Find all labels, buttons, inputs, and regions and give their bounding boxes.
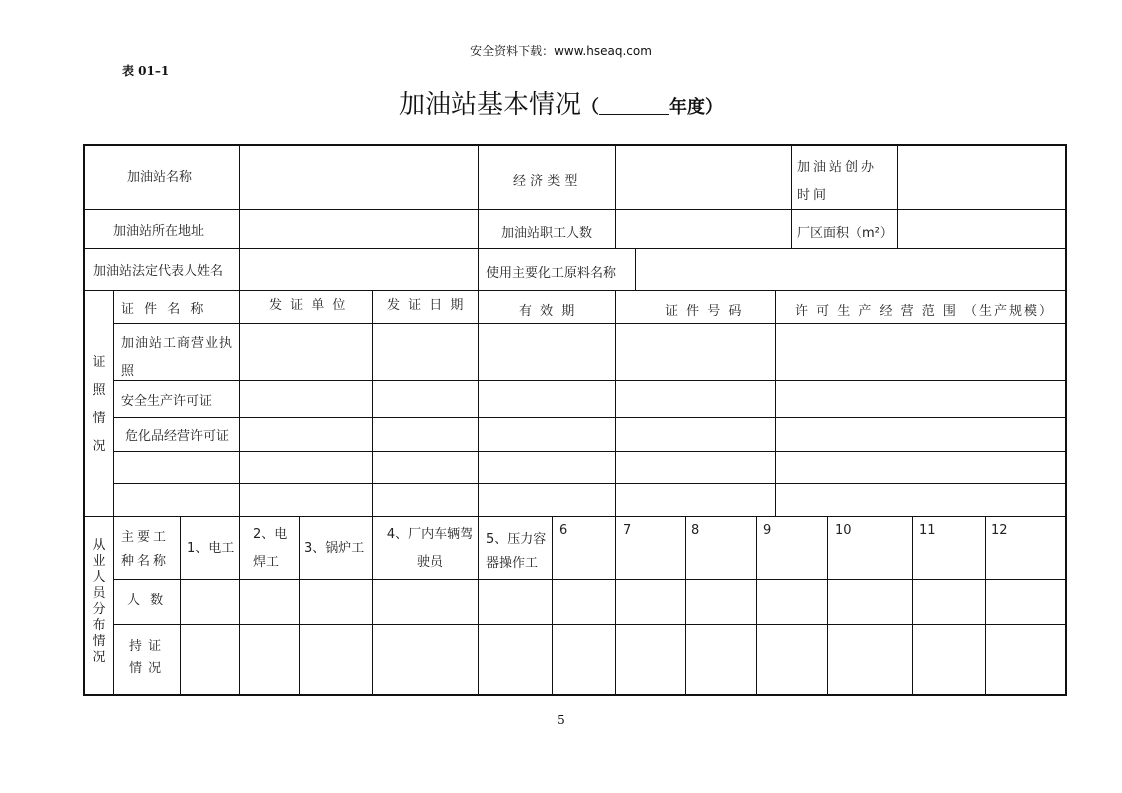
- col-line: [478, 290, 479, 516]
- col-line: [635, 248, 636, 290]
- staff-type-7: 7: [623, 523, 632, 538]
- staff-type-6: 6: [559, 523, 568, 538]
- station-name-label: 加油站名称: [127, 170, 193, 185]
- col-line: [897, 146, 898, 248]
- site-area-label: 厂区面积（m²）: [797, 226, 893, 241]
- page-title: [0, 84, 1122, 121]
- cert-row-business-license: 加油站工商营业执照: [121, 336, 234, 379]
- title-main: 加油站基本情况: [398, 90, 581, 120]
- col-line: [615, 516, 616, 696]
- row-line: [113, 417, 1065, 418]
- staff-type-3: 3、锅炉工: [304, 541, 365, 556]
- staff-count-row-label: 人 数: [127, 593, 167, 608]
- col-line: [478, 516, 479, 696]
- col-line: [827, 516, 828, 696]
- year-blank[interactable]: [599, 94, 669, 115]
- cert-section-label: 证照情况: [92, 355, 106, 454]
- row-line: [85, 290, 1065, 291]
- col-line: [239, 146, 240, 248]
- staff-type-label: 主要工种名称: [121, 530, 170, 569]
- legal-rep-label: 加油站法定代表人姓名: [93, 264, 224, 279]
- col-line: [912, 516, 913, 696]
- col-line: [113, 290, 114, 516]
- col-line: [685, 516, 686, 696]
- cert-header-validity: 有 效 期: [519, 304, 577, 319]
- col-line: [478, 146, 479, 290]
- staff-type-5: 5、压力容器操作工: [486, 532, 547, 571]
- source-header: 安全资料下载：www.hseaq.com: [470, 44, 652, 58]
- founded-time-label: 加油站创办时间: [797, 160, 878, 203]
- col-line: [372, 516, 373, 696]
- address-label: 加油站所在地址: [113, 224, 205, 239]
- col-line: [615, 290, 616, 516]
- title-open-paren: （: [581, 97, 599, 118]
- staff-type-9: 9: [763, 523, 772, 538]
- staff-type-2: 2、电焊工: [253, 527, 288, 570]
- col-line: [239, 516, 240, 696]
- cert-header-number: 证 件 号 码: [665, 304, 744, 319]
- row-line: [113, 624, 1065, 625]
- col-line: [372, 290, 373, 516]
- col-line: [791, 146, 792, 248]
- staff-type-10: 10: [835, 523, 852, 538]
- row-line: [113, 579, 1065, 580]
- staff-count-label: 加油站职工人数: [501, 226, 593, 241]
- col-line: [552, 516, 553, 696]
- col-line: [299, 516, 300, 696]
- row-line: [113, 323, 1065, 324]
- row-line: [85, 516, 1065, 517]
- cert-header-name: 证 件 名 称: [121, 302, 207, 317]
- row-line: [85, 209, 1065, 210]
- chemical-materials-label: 使用主要化工原料名称: [486, 266, 617, 281]
- cert-row-safety-permit: 安全生产许可证: [121, 394, 213, 409]
- col-line: [985, 516, 986, 696]
- col-line: [775, 290, 776, 516]
- title-year-suffix: 年度）: [669, 97, 723, 118]
- cert-header-date: 发 证 日 期: [387, 298, 466, 313]
- col-line: [756, 516, 757, 696]
- economic-type-label: 经 济 类 型: [513, 174, 578, 189]
- col-line: [239, 290, 240, 516]
- row-line: [113, 451, 1065, 452]
- cert-row-hazchem-permit: 危化品经营许可证: [125, 429, 230, 444]
- page-number: 5: [557, 713, 565, 727]
- row-line: [85, 248, 1065, 249]
- col-line: [239, 248, 240, 290]
- staff-section-label: 从业人员分布情况: [92, 538, 106, 665]
- cert-header-issuer: 发 证 单 位: [269, 298, 348, 313]
- staff-cert-row-label: 持 证 情 况: [129, 639, 163, 676]
- row-line: [113, 380, 1065, 381]
- col-line: [615, 146, 616, 248]
- row-line: [113, 483, 1065, 484]
- cert-header-scope: 许 可 生 产 经 营 范 围 （生产规模）: [795, 304, 1055, 319]
- col-line: [113, 516, 114, 696]
- staff-type-11: 11: [919, 523, 936, 538]
- staff-type-12: 12: [991, 523, 1008, 538]
- table-code: 表 01–1: [122, 64, 170, 78]
- staff-type-1: 1、电工: [187, 541, 235, 556]
- info-table: [83, 144, 1067, 696]
- staff-type-4: 4、厂内车辆驾驶员: [386, 527, 474, 570]
- staff-type-8: 8: [691, 523, 700, 538]
